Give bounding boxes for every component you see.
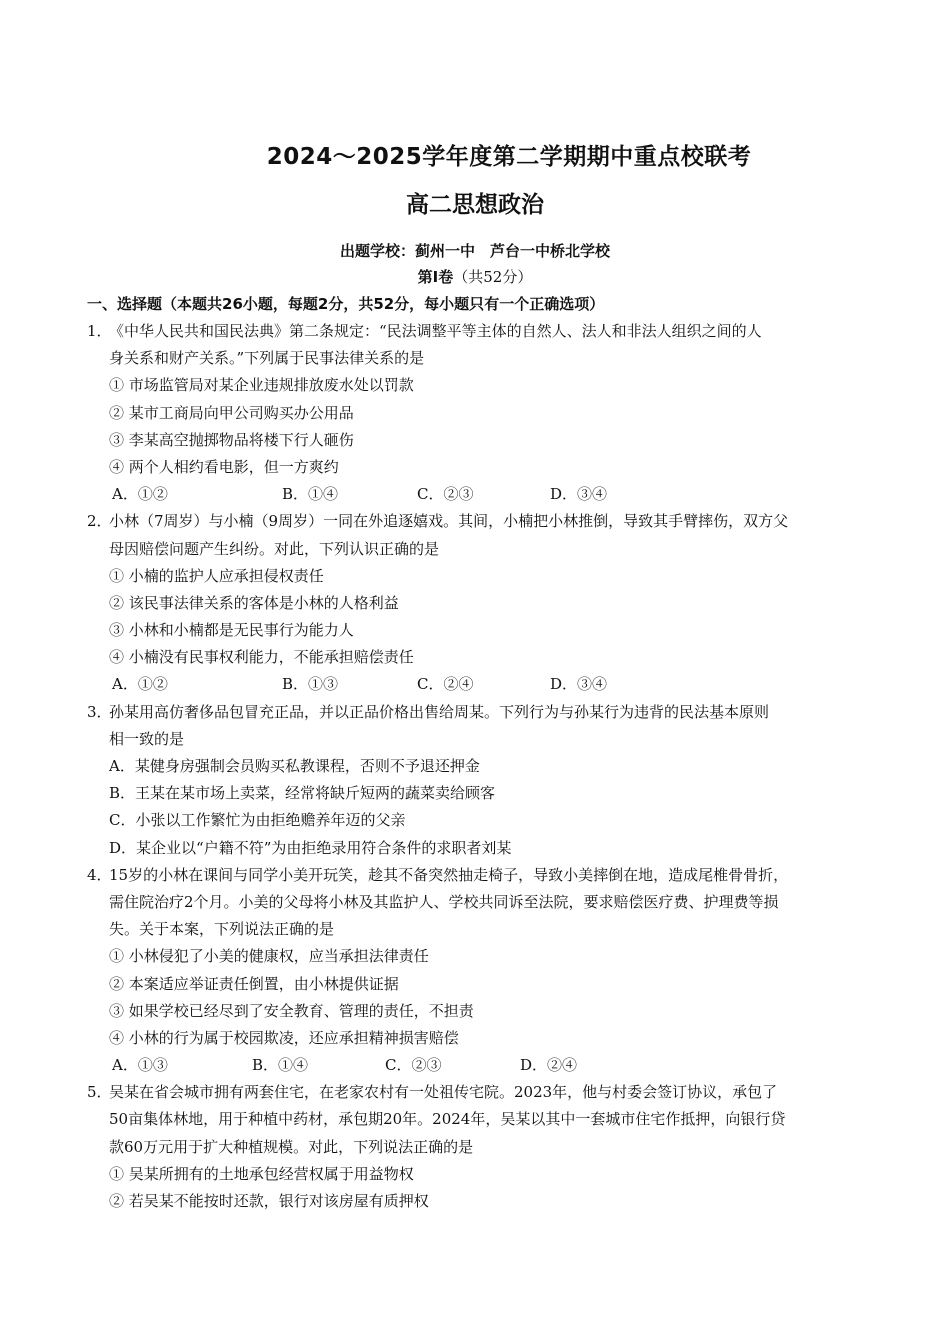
question-option: ③ 李某高空抛掷物品将楼下行人砸伤	[109, 430, 354, 449]
question-option: A．某健身房强制会员购买私教课程，否则不予退还押金	[109, 757, 480, 775]
question-stem-line	[87, 916, 877, 943]
question-stem-line	[87, 699, 877, 726]
question-stem-text: 相一致的是	[109, 729, 185, 748]
question-stem-text: 吴某在省会城市拥有两套住宅，在老家农村有一处祖传宅院。2023年，他与村委会签订协议，承包了	[109, 1083, 778, 1102]
question-option: ④ 小楠没有民事权利能力，不能承担赔偿责任	[109, 648, 414, 667]
question-option: ④ 两个人相约看电影，但一方爽约	[109, 457, 339, 476]
volume-score: （共52分）	[453, 268, 533, 286]
question-stem-line	[87, 318, 877, 345]
question-stem-line	[87, 1134, 877, 1161]
question-5	[87, 1079, 877, 1215]
question-stem-text: 母因赔偿问题产生纠纷。对此，下列认识正确的是	[109, 539, 440, 558]
question-1	[87, 318, 877, 508]
answer-choice: B．①③	[282, 675, 339, 694]
question-number: 5．	[87, 1083, 112, 1102]
question-stem-text: 需住院治疗2个月。小美的父母将小林及其监护人、学校共同诉至法院，要求赔偿医疗费、护理费等损	[109, 892, 779, 911]
answer-choices	[87, 481, 877, 508]
question-stem-text: 小林（7周岁）与小楠（9周岁）一同在外追逐嬉戏。其间，小楠把小林推倒，导致其手臂摔伤，双方父	[109, 512, 789, 531]
question-stem-line	[87, 345, 877, 372]
exam-title: 2024～2025学年度第二学期期中重点校联考	[266, 144, 752, 170]
question-stem-text: 身关系和财产关系。”下列属于民事法律关系的是	[109, 349, 425, 368]
question-option: ③ 小林和小楠都是无民事行为能力人	[109, 621, 354, 640]
question-stem-line	[87, 508, 877, 535]
question-option: ① 小楠的监护人应承担侵权责任	[109, 566, 324, 585]
section-heading: 一、选择题（本题共26小题，每题2分，共52分，每小题只有一个正确选项）	[87, 295, 605, 313]
answer-choice: C．②③	[385, 1056, 442, 1075]
question-stem-line	[87, 1079, 877, 1106]
question-2	[87, 508, 877, 698]
question-stem-line	[87, 1106, 877, 1133]
answer-choice: C．②③	[417, 485, 474, 504]
volume-name: 第Ⅰ卷	[417, 268, 454, 286]
setter-schools: 出题学校：蓟州一中 芦台一中桥北学校	[339, 242, 610, 260]
question-stem-text: 15岁的小林在课间与同学小美开玩笑，趁其不备突然抽走椅子，导致小美摔倒在地，造成尾椎骨骨折，	[109, 865, 789, 884]
question-option: ② 该民事法律关系的客体是小林的人格利益	[109, 593, 399, 612]
question-option: ④ 小林的行为属于校园欺凌，还应承担精神损害赔偿	[109, 1028, 459, 1047]
answer-choice: D．②④	[520, 1056, 578, 1075]
question-option: ① 市场监管局对某企业违规排放废水处以罚款	[109, 376, 414, 395]
question-option: ② 某市工商局向甲公司购买办公用品	[109, 403, 354, 422]
answer-choice: B．①④	[282, 485, 339, 504]
question-stem-line	[87, 862, 877, 889]
question-stem-text: 《中华人民共和国民法典》第二条规定：“民法调整平等主体的自然人、法人和非法人组织之间的人	[109, 322, 762, 340]
question-stem-text: 失。关于本案，下列说法正确的是	[109, 920, 335, 939]
question-4	[87, 862, 877, 1080]
question-number: 3．	[87, 702, 112, 721]
answer-choices	[87, 1052, 877, 1079]
question-stem-line	[87, 726, 877, 753]
question-option: ② 若吴某不能按时还款，银行对该房屋有质押权	[109, 1192, 429, 1210]
answer-choice: D．③④	[550, 485, 608, 504]
answer-choice: A．①②	[112, 485, 168, 504]
question-number: 1．	[87, 322, 112, 340]
question-stem-text: 50亩集体林地，用于种植中药材，承包期20年。2024年，吴某以其中一套城市住宅作抵押，向银行贷	[109, 1110, 786, 1129]
question-option: ③ 如果学校已经尽到了安全教育、管理的责任，不担责	[109, 1001, 474, 1020]
question-stem-line	[87, 536, 877, 563]
question-option: ② 本案适应举证责任倒置，由小林提供证据	[109, 974, 399, 993]
question-option: ① 小林侵犯了小美的健康权，应当承担法律责任	[109, 947, 429, 966]
question-option: ① 吴某所拥有的土地承包经营权属于用益物权	[109, 1164, 414, 1183]
question-number: 2．	[87, 512, 112, 531]
question-3	[87, 699, 877, 862]
answer-choices	[87, 671, 877, 698]
answer-choice: D．③④	[550, 675, 608, 694]
question-stem-line	[87, 889, 877, 916]
question-option: B．王某在某市场上卖菜，经常将缺斤短两的蔬菜卖给顾客	[109, 784, 496, 803]
volume-label	[0, 266, 950, 287]
question-list	[87, 318, 877, 1215]
question-option: D．某企业以“户籍不符”为由拒绝录用符合条件的求职者刘某	[109, 838, 512, 857]
answer-choice: A．①②	[112, 675, 168, 694]
answer-choice: B．①④	[252, 1056, 309, 1075]
subject-title: 高二思想政治	[406, 192, 544, 218]
question-option: C．小张以工作繁忙为由拒绝赡养年迈的父亲	[109, 811, 406, 830]
question-stem-text: 孙某用高仿奢侈品包冒充正品，并以正品价格出售给周某。下列行为与孙某行为违背的民法基本原则	[109, 702, 770, 721]
answer-choice: C．②④	[417, 675, 474, 694]
question-number: 4．	[87, 865, 112, 884]
question-stem-text: 款60万元用于扩大种植规模。对此，下列说法正确的是	[109, 1137, 474, 1156]
answer-choice: A．①③	[112, 1056, 168, 1075]
